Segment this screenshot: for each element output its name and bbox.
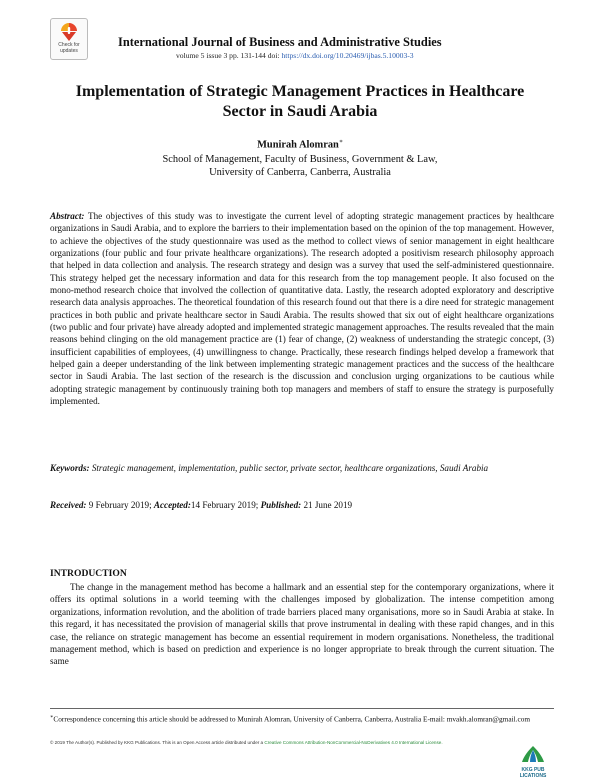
- abstract: [50, 210, 554, 408]
- footnote-mark: ∗: [50, 715, 54, 720]
- abstract-label: Abstract:: [50, 211, 85, 221]
- check-for-updates-badge[interactable]: [50, 18, 88, 60]
- paper-title: [0, 82, 600, 122]
- title-line-1: Implementation of Strategic Management Practices in Healthcare: [75, 83, 525, 100]
- footnote-text: Correspondence concerning this article should be addressed to Munirah Alomran, University of Canberra, Canberra, Australia E-mail: mvakh.alomran@gmail.com: [53, 714, 531, 724]
- author-mark: ∗: [338, 139, 343, 145]
- check-for-updates-icon: [60, 22, 78, 42]
- publisher-logo: [508, 745, 558, 779]
- volume-info: volume 5 issue 3 pp. 131-144 doi:: [176, 51, 280, 60]
- section-heading-introduction: INTRODUCTION: [50, 568, 127, 579]
- keywords-text: Strategic management, implementation, public sector, private sector, healthcare organizations, Saudi Arabia: [89, 463, 489, 473]
- author-name: [0, 138, 600, 150]
- license-line: [50, 740, 443, 745]
- introduction-text: The change in the management method has become a hallmark and an essential step for the contemporary organizations, where it offers its optimal solutions in a world teeming with the challenges imposed by globalization. The intense competition among organizations, information revolution, and the abolition of trade barriers placed many organisations, more so in Saudi Arabia at stake. In this regard, it has necessitated the provision of managerial skills that prove instrumental in dealing with these rapid changes, and in this case, the reliance on strategic management has become an essential requirement in modern organisations. Nonetheless, the traditional management method, which is based on prediction and experience is no longer appropriate to break through the current situation. The same: [50, 582, 554, 667]
- affiliation-line-1: School of Management, Faculty of Business, Government & Law,: [162, 154, 438, 165]
- affiliation-line-2: University of Canberra, Canberra, Australia: [209, 167, 391, 178]
- journal-name: International Journal of Business and Administrative Studies: [118, 35, 442, 49]
- keywords-label: Keywords:: [50, 463, 90, 473]
- author-affiliation: [0, 153, 600, 179]
- accepted-date: 14 February 2019;: [190, 500, 261, 510]
- publisher-logo-text: KKG PUB LICATIONS: [519, 767, 547, 779]
- publication-dates: [50, 500, 554, 510]
- published-date: 21 June 2019: [301, 500, 353, 510]
- published-label: Published:: [260, 500, 302, 510]
- keywords: [50, 462, 554, 474]
- license-link[interactable]: Creative Commons Attribution-NonCommercial-NoDerivatives 4.0 International License.: [264, 740, 443, 745]
- title-line-2: Sector in Saudi Arabia: [222, 103, 378, 120]
- license-text: © 2019 The Author(s). Published by KKG Publications. This is an Open Access article distributed under a: [50, 740, 265, 745]
- footnote-divider: [50, 708, 554, 709]
- abstract-text: The objectives of this study was to investigate the current level of adopting strategic management practices by healthcare organizations in Saudi Arabia, and to explore the barriers to their implementation based on the opinion of the top management. However, to achieve the objectives of the study questionnaire was used as the method to collect views of senior management in eight healthcare organizations (four public and four private healthcare organizations). The research adopted a positivism research philosophy approach that helped in data collection and analysis. The research strategy and design was a survey that used the self-administered questionnaire. This strategy helped get the necessary information and data for this research from the top management people. It also focused on the mono-method research choice that involved the collection of quantitative data. Lastly, the research adopted exploratory and descriptive research data analysis approaches. The theoretical foundation of this research found out that there is a dire need for strategic management practices in both public and private healthcare sector in Saudi Arabia. The results showed that six out of eight healthcare organizations (two public and four private) have already adopted and implemented strategic management approaches. The results revealed that the main reasons behind clinging on the old management practice are (1) fear of change, (2) weakness of understanding the strategic concept, (3) insufficient capabilities of employees, (4) unwillingness to change. Practically, these research findings helped develop a framework that helped gain a deeper understanding of the link between implementing strategic management practices and the success of the healthcare sector in Saudi Arabia. The last section of the research is the discussion and conclusion urging organizations to be cautious while adopting strategic management by continuously training both top managers and members of staff to ensure the strategy is purposefully implemented.: [50, 211, 554, 407]
- badge-label: Check for updates: [58, 42, 80, 54]
- author-text: Munirah Alomran: [257, 139, 339, 151]
- accepted-label: Accepted:: [153, 500, 191, 510]
- received-label: Received:: [50, 500, 87, 510]
- received-date: 9 February 2019;: [86, 500, 154, 510]
- kkg-publications-logo-icon: [520, 745, 546, 763]
- doi-link[interactable]: https://dx.doi.org/10.20469/ijbas.5.10003-3: [281, 51, 414, 60]
- volume-line: [176, 51, 414, 60]
- correspondence-footnote: [50, 713, 554, 724]
